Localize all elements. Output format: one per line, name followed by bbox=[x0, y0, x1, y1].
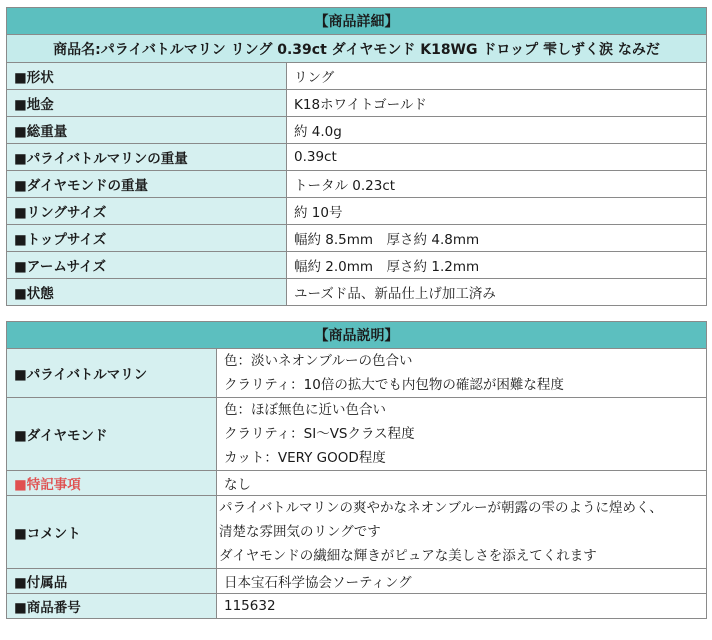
diamond-value bbox=[217, 398, 707, 471]
table-row bbox=[7, 90, 707, 117]
paraiba-clarity: クラリティ：10倍の拡大でも内包物の確認が困難な程度 bbox=[224, 377, 564, 393]
diamond-cut: カット：VERY GOOD程度 bbox=[224, 450, 386, 466]
product-number-value: 115632 bbox=[217, 594, 707, 619]
accessories-value: 日本宝石科学協会ソーティング bbox=[217, 569, 707, 594]
row-value-metal: K18ホワイトゴールド bbox=[287, 90, 707, 117]
table-row bbox=[7, 117, 707, 144]
accessories-label: ■付属品 bbox=[7, 569, 217, 594]
row-label-arm-size: ■アームサイズ bbox=[7, 252, 287, 279]
comment-line-1: パライバトルマリンの爽やかなネオンブルーが朝露の雫のように煌めく、 bbox=[219, 500, 663, 516]
row-value-diamond-weight: トータル 0.23ct bbox=[287, 171, 707, 198]
table-row bbox=[7, 594, 707, 619]
row-label-condition: ■状態 bbox=[7, 279, 287, 306]
product-description-table bbox=[6, 321, 707, 619]
row-label-total-weight: ■総重量 bbox=[7, 117, 287, 144]
table-row bbox=[7, 198, 707, 225]
row-label-shape: ■形状 bbox=[7, 63, 287, 90]
diamond-label: ■ダイヤモンド bbox=[7, 398, 217, 471]
paraiba-value bbox=[217, 349, 707, 398]
row-value-top-size: 幅約 8.5mm 厚さ約 4.8mm bbox=[287, 225, 707, 252]
special-notes-value: なし bbox=[217, 471, 707, 496]
paraiba-label: ■パライバトルマリン bbox=[7, 349, 217, 398]
table-row bbox=[7, 471, 707, 496]
table-row bbox=[7, 349, 707, 398]
comment-line-2: 清楚な雰囲気のリングです bbox=[219, 524, 381, 540]
paraiba-color: 色：淡いネオンブルーの色合い bbox=[224, 353, 413, 369]
table-row bbox=[7, 171, 707, 198]
row-value-arm-size: 幅約 2.0mm 厚さ約 1.2mm bbox=[287, 252, 707, 279]
table-row bbox=[7, 398, 707, 471]
table-row bbox=[7, 63, 707, 90]
diamond-clarity: クラリティ：SI～VSクラス程度 bbox=[224, 426, 415, 442]
product-name: 商品名:パライバトルマリン リング 0.39ct ダイヤモンド K18WG ドロップ 雫しずく涙 なみだ bbox=[7, 35, 707, 63]
diamond-color: 色：ほぼ無色に近い色合い bbox=[224, 402, 386, 418]
row-label-paraiba-weight: ■パライバトルマリンの重量 bbox=[7, 144, 287, 171]
row-label-ring-size: ■リングサイズ bbox=[7, 198, 287, 225]
row-label-diamond-weight: ■ダイヤモンドの重量 bbox=[7, 171, 287, 198]
row-value-total-weight: 約 4.0g bbox=[287, 117, 707, 144]
comment-line-3: ダイヤモンドの繊細な輝きがピュアな美しさを添えてくれます bbox=[219, 548, 597, 564]
special-notes-label: ■特記事項 bbox=[7, 471, 217, 496]
row-value-condition: ユーズド品、新品仕上げ加工済み bbox=[287, 279, 707, 306]
table-row bbox=[7, 279, 707, 306]
table-row bbox=[7, 144, 707, 171]
comment-label: ■コメント bbox=[7, 496, 217, 569]
row-value-ring-size: 約 10号 bbox=[287, 198, 707, 225]
row-value-shape: リング bbox=[287, 63, 707, 90]
row-label-top-size: ■トップサイズ bbox=[7, 225, 287, 252]
table-row bbox=[7, 225, 707, 252]
product-details-table bbox=[6, 7, 707, 306]
table-row bbox=[7, 252, 707, 279]
comment-value bbox=[217, 496, 707, 569]
product-number-label: ■商品番号 bbox=[7, 594, 217, 619]
row-value-paraiba-weight: 0.39ct bbox=[287, 144, 707, 171]
details-title: 【商品詳細】 bbox=[7, 8, 707, 35]
description-title: 【商品説明】 bbox=[7, 322, 707, 349]
row-label-metal: ■地金 bbox=[7, 90, 287, 117]
table-row bbox=[7, 569, 707, 594]
table-row bbox=[7, 496, 707, 569]
